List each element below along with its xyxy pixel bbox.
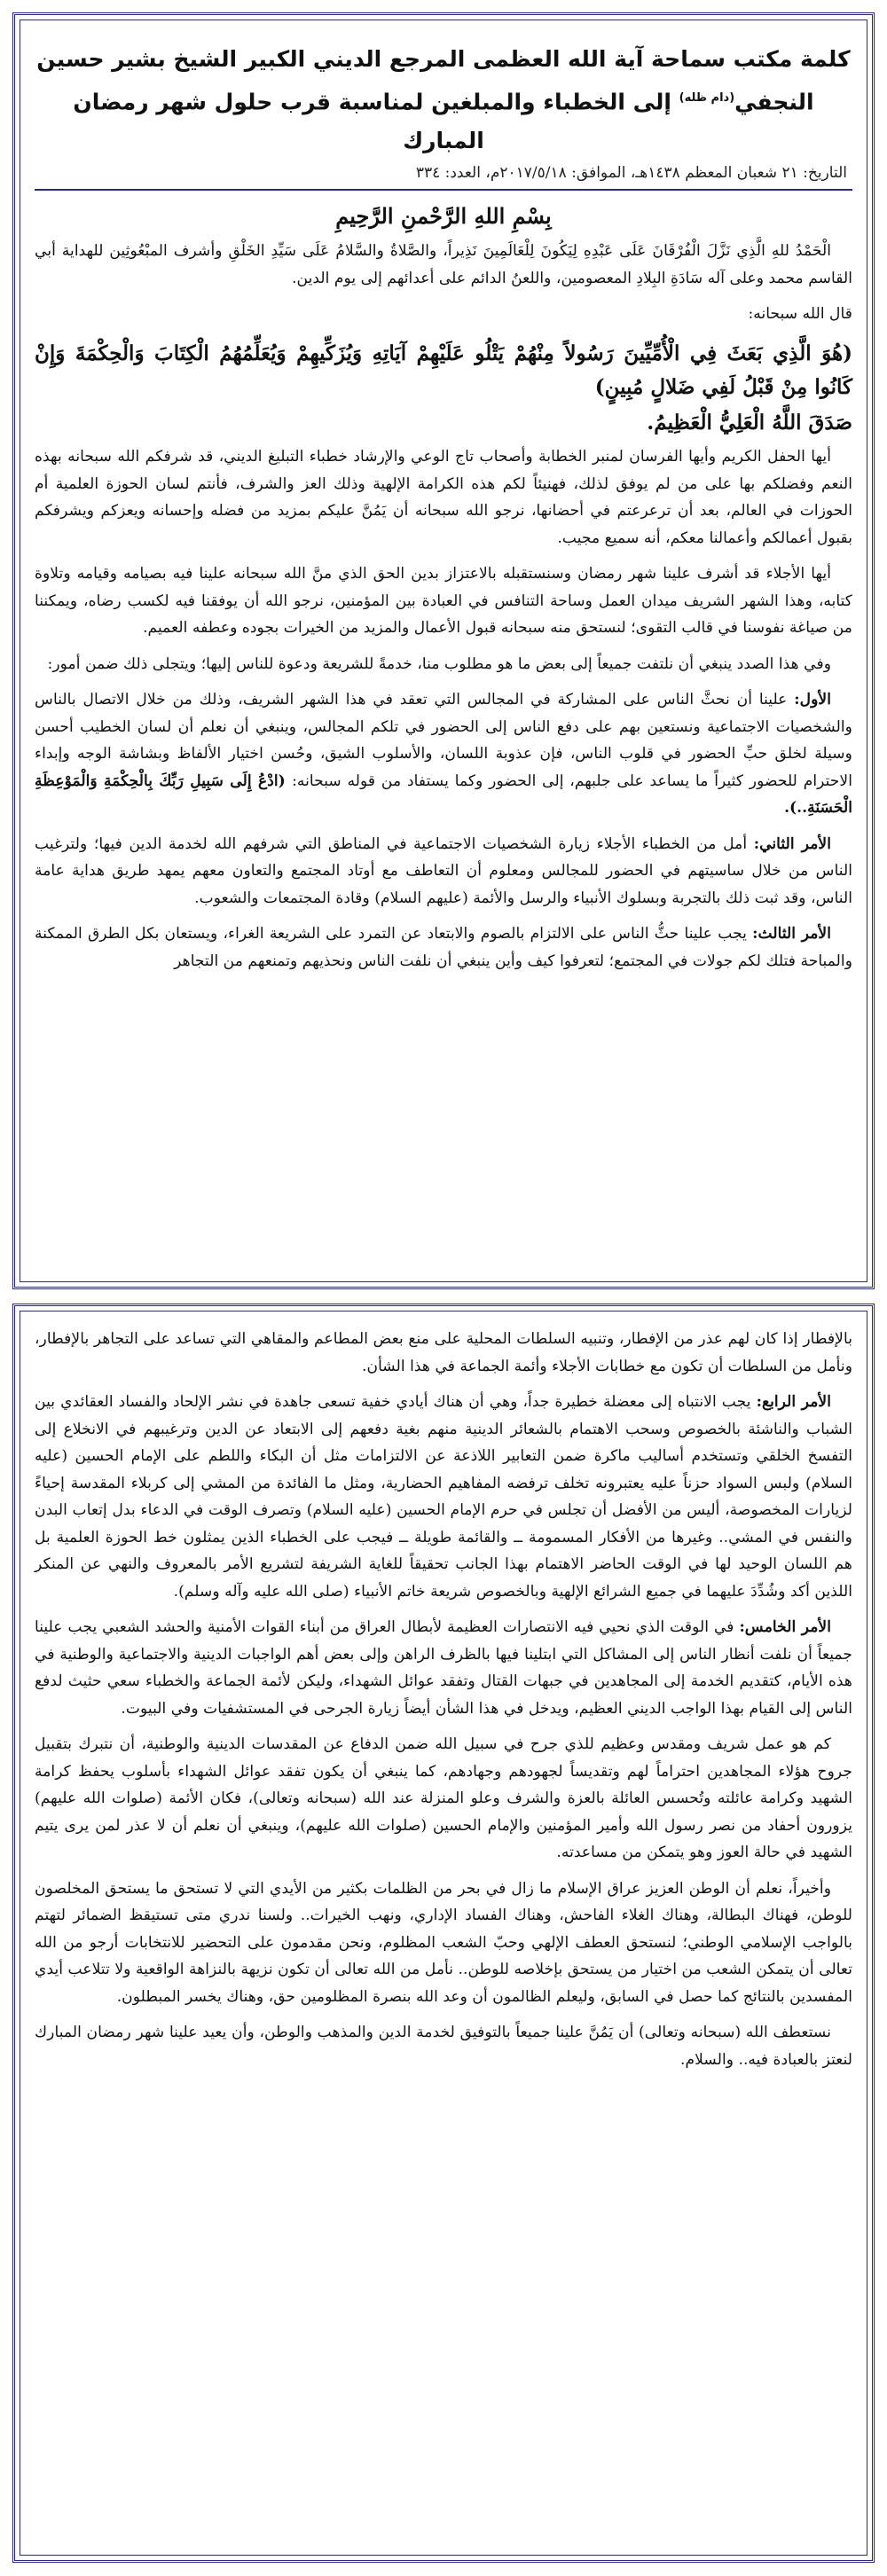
fifth-matter-text: في الوقت الذي نحيي فيه الانتصارات العظيمة لأبطال العراق من أبناء القوات الأمنية والحشد الشعبي يجب علينا جميعاً أن نلفت أنظار الناس إلى المشاكل التي ابتلينا فيها بالظرف الراهن وإلى بعض أهم الواجبات الدينية والاجتماعية والوطنية في هذه الأيام، كتقديم الخدمة إلى المجاهدين في جبهات القتال وتفقد عوائل الشهداء، وليكن لأئمة الجماعة والخطباء سعي حثيث لدفع الناس إلى القيام بهذا الواجب الديني العظيم، ويدخل في هذا الشأن أيضاً زيارة الجرحى في المستشفيات وفي البيوت. — [35, 1618, 852, 1718]
page-2-content — [35, 1326, 852, 2541]
document-title — [35, 40, 852, 161]
second-matter-text: أمل من الخطباء الأجلاء زيارة الشخصيات الاجتماعية في المناطق التي شرفهم الله لخدمة الدين فيها؛ ولترغيب الناس من خلال ساسيتهم في الحضور للمجالس ومعلوم أن التعاطف مع أوتاد المجتمع والتعاون معهم يمهد طريق هداية عامة الناس، وقد ثبت ذلك بالتجربة وبسلوك الأنبياء والرسل والأئمة (عليهم السلام) وقادة المجتمعات والشعوب. — [35, 834, 852, 907]
first-matter-label: الأول: — [794, 691, 831, 709]
paragraph-martyrs: كم هو عمل شريف ومقدس وعظيم للذي جرح في سبيل الله ضمن الدفاع عن المقدسات الدينية والوطنية، أن نتبرك بتقبيل جروح هؤلاء المجاهدين احتراماً لهم وتقديساً لجهودهم وجهادهم، كما ينبغي أن يكون تفقد عوائل الشهداء بأسلوب يحفظ كرامة الشهيد وكرامة عائلته وتُحسس العائلة بالعزة والشرف وعلو المنزلة عند الله (سبحانه وتعالى)، فكان الأئمة (صلوات الله عليهم) يزورون أحفاد من نصر رسول الله وأمير المؤمنين والإمام الحسين (صلوات الله عليهم)، وينبغي أن نعلم أن لا عذر لمن يرى يتيم الشهيد في حالة العوز وهو يتمكن من مساعدته. — [35, 1735, 852, 1861]
paragraph-fourth-matter — [35, 1389, 852, 1605]
paragraph-closing: نستعطف الله (سبحانه وتعالى) أن يَمُنَّ علينا جميعاً بالتوفيق لخدمة الدين والمذهب والوطن، وأن يعيد علينا شهر رمضان المبارك لنعتز بالعبادة فيه.. والسلام. — [35, 2024, 852, 2069]
verse-intro: قال الله سبحانه: — [748, 305, 852, 324]
third-matter-label: الأمر الثالث: — [752, 925, 832, 943]
paragraph-address: أيها الحفل الكريم وأيها الفرسان لمنبر الخطابة وأصحاب تاج الوعي والإرشاد خطباء التبليغ الديني، قد شرفكم الله سبحانه بهذه النعم وفضلكم بها على من لم يوفق لذلك، فهنيئاً لكم هذه الكرامة الإلهية وذلك العز والشرف، فأنتم لسان الحوزة العلمية أم الحوزات في العالم، بعد أن ترعرعتم في أحضانها، نرجو الله سبحانه أن يَمُنَّ عليكم بمزيد من فضله وإحسانه ويعزكم ويشرفكم بقبول أعمالكم وأعمالنا معكم، أنه سميع مجيب. — [35, 448, 852, 547]
paragraph-third-matter — [35, 920, 852, 975]
title-superscript: (دام ظله) — [679, 91, 735, 105]
page-1-content — [35, 35, 852, 1267]
verse-closing: صَدَقَ اللَّهُ الْعَلِيُّ الْعَظِيمُ. — [647, 410, 852, 435]
second-matter-label: الأمر الثاني: — [753, 834, 831, 853]
document-meta-date-number: التاريخ: ٢١ شعبان المعظم ١٤٣٨هـ، الموافق: ٢٠١٧/٥/١٨م، العدد: ٣٣٤ — [415, 164, 847, 183]
paragraph-third-matter-continued: بالإفطار إذا كان لهم عذر من الإفطار، وتنبيه السلطات المحلية على منع بعض المطاعم والمقاهي التي تساعد على التجاهر بالإفطار، ونأمل من السلطات أن تكون مع خطابات الأجلاء وأئمة الجماعة في هذا الشأن. — [35, 1330, 852, 1375]
paragraph-fifth-matter — [35, 1614, 852, 1722]
fifth-matter-label: الأمر الخامس: — [739, 1618, 831, 1636]
title-line-2-name: النجفي — [734, 89, 814, 115]
opening-paragraph: الْحَمْدُ للهِ الَّذِي نَزَّلَ الْفُرْقَانَ عَلَى عَبْدِهِ لِيَكُونَ لِلْعَالَمِينَ نَذِيراً، والصَّلاةُ والسَّلامُ عَلَى سَيِّدِ الخَلْقِ وأشرف المبْعُوثِين للهداية أبي القاسم محمد وعلى آله سَادَةِ البِلادِ المعصومين، واللعنُ الدائم على أعدائهم إلى يوم الدين. — [35, 242, 852, 287]
paragraph-homeland: وأخيراً، نعلم أن الوطن العزيز عراق الإسلام ما زال في بحر من الظلمات بكثير من الأيدي التي لا تستحق ما يستحق المخلصون للوطن، فهناك البطالة، وهناك الغلاء الفاحش، وهناك الفساد الإداري، ونهب الخيرات.. ولسنا ندري متى تستيقظ الضمائر لتهتم بالواجب الإسلامي الوطني؛ لنستحق العطف الإلهي وحبّ الشعب المظلوم، ونحن مقدمون على التحضير للانتخابات أرجو من الله تعالى أن يتمكن الشعب من اختيار من يستحق بإخلاصه للوطن.. نأمل من الله تعالى أن تكون نزيهة بالنزاهة الواقعية ولا تتلاعب أيدي المفسدين بالنتائج كما حصل في السابق، وليعلم الظالمون أن وعد الله بنصرة المظلومين حق، وهناك يخسر المبطلون. — [35, 1879, 852, 2006]
first-matter-quote: (ادْعُ إِلَى سَبِيلِ رَبِّكَ بِالْحِكْمَةِ وَالْمَوْعِظَةِ الْحَسَنَةِ..). — [35, 771, 852, 818]
document-page-1 — [12, 12, 875, 1289]
title-line-2-rest: إلى الخطباء والمبلغين لمناسبة قرب حلول شهر رمضان المبارك — [73, 89, 679, 154]
paragraph-duties-intro: وفي هذا الصدد ينبغي أن نلتفت جميعاً إلى بعض ما هو مطلوب منا، خدمةً للشريعة ودعوة للناس إليها؛ ويتجلى ذلك ضمن أمور: — [47, 654, 831, 673]
header-divider — [35, 189, 852, 191]
basmala: بِسْمِ اللهِ الرَّحْمنِ الرَّحِيمِ — [335, 203, 552, 230]
title-line-2 — [35, 79, 852, 161]
fourth-matter-text: يجب الانتباه إلى معضلة خطيرة جداً، وهي أن هناك أيادي خفية تسعى جاهدة في نشر الإلحاد والفساد العقائدي بين الشباب والناشئة بالخصوص وسحب الاهتمام بالشعائر الدينية منهم بغية دفعهم إلى الابتعاد عن الدين وترغيبهم في الانخلاع إلى التفسخ الخلقي وتستخدم أساليب ماكرة ضمن التعابير اللاذعة عن الالتزامات مثل أن البكاء واللطم على الإمام الحسين (عليه السلام) ولبس السواد حزناً عليه يعتبرونه تخلف ترفضه المفاهيم الحضارية، ومثل ما الفائدة من المشي إلى كربلاء المقدسة إحياءً لزيارات المخصوصة، أليس من الأفضل أن تجلس في حرم الإمام الحسين (عليه السلام) وتصرف الوقت في الدعاء بدل إتعاب البدن والنفس في المشي.. وغيرها من الأفكار المسمومة ــ والقائمة طويلة ــ فيجب على الخطباء الذين يمثلون خط الحوزة العلمية بل هم اللسان الوحيد لها في الوقت الحاضر الاهتمام بهذا الجانب تحقيقاً للغاية الشريفة لتشريع الأمر بالمعروف والنهي عن المنكر اللذين أكد وشُدِّدَ عليهما في جميع الشرائع الإلهية وبالخصوص شريعة خاتم الأنبياء (صلى الله عليه وآله وسلم). — [35, 1393, 852, 1601]
title-line-1: كلمة مكتب سماحة آية الله العظمى المرجع الديني الكبير الشيخ بشير حسين — [36, 46, 851, 72]
document-page-2 — [12, 1304, 875, 2563]
fourth-matter-label: الأمر الرابع: — [756, 1393, 831, 1411]
paragraph-second-matter — [35, 831, 852, 912]
paragraph-first-matter — [35, 686, 852, 822]
quran-verse: (هُوَ الَّذِي بَعَثَ فِي الْأُمِّيِّينَ رَسُولاً مِنْهُمْ يَتْلُو عَلَيْهِمْ آيَاتِهِ وَيُزَكِّيهِمْ وَيُعَلِّمُهُمُ الْكِتَابَ وَالْحِكْمَةَ وَإِنْ كَانُوا مِنْ قَبْلُ لَفِي ضَلالٍ مُبِينٍ) — [35, 341, 852, 399]
third-matter-text: يجب علينا حثُّ الناس على الالتزام بالصوم والابتعاد عن التمرد على الشريعة الغراء، ويستعان بكل الطرق الممكنة والمباحة فتلك لكم جولات في المجتمع؛ لتعرفوا كيف وأين ينبغي أن نلفت الناس ونحذيهم وتمنعهم من التجاهر — [35, 925, 852, 970]
first-matter-text: علينا أن نحثَّ الناس على المشاركة في المجالس التي تعقد في هذا الشهر الشريف، وذلك من خلال الاتصال بالناس والشخصيات الاجتماعية ونستعين بهم على دفع الناس إلى الحضور في تلكم المجالس، وينبغي أن نعلم أن لسان الخطيب أحسن وسيلة لخلق حبِّ الحضور في قلوب الناس، فإن عذوبة اللسان، والأسلوب الشيق، وحُسن اختيار الألفاظ وبشاشة الوجه وإبداء الاحترام للحضور كثيراً ما يساعد على جلبهم، إلى الحضور وكما يستفاد من قوله سبحانه: — [35, 691, 852, 790]
paragraph-ramadan: أيها الأجلاء قد أشرف علينا شهر رمضان وسنستقبله بالاعتزاز بدين الحق الذي منَّ الله سبحانه علينا فيه بصيامه وقيامه وتلاوة كتابه، وهذا الشهر الشريف ميدان العمل وساحة التنافس في العبادة بين المؤمنين، نرجو الله أن يوفقنا فيه لكسب رضاه، ويمكننا من صياغة نفوسنا في قالب التقوى؛ لنستحق منه سبحانه قبول الأعمال والمزيد من الخيرات بجوده وعطفه العميم. — [35, 565, 852, 638]
